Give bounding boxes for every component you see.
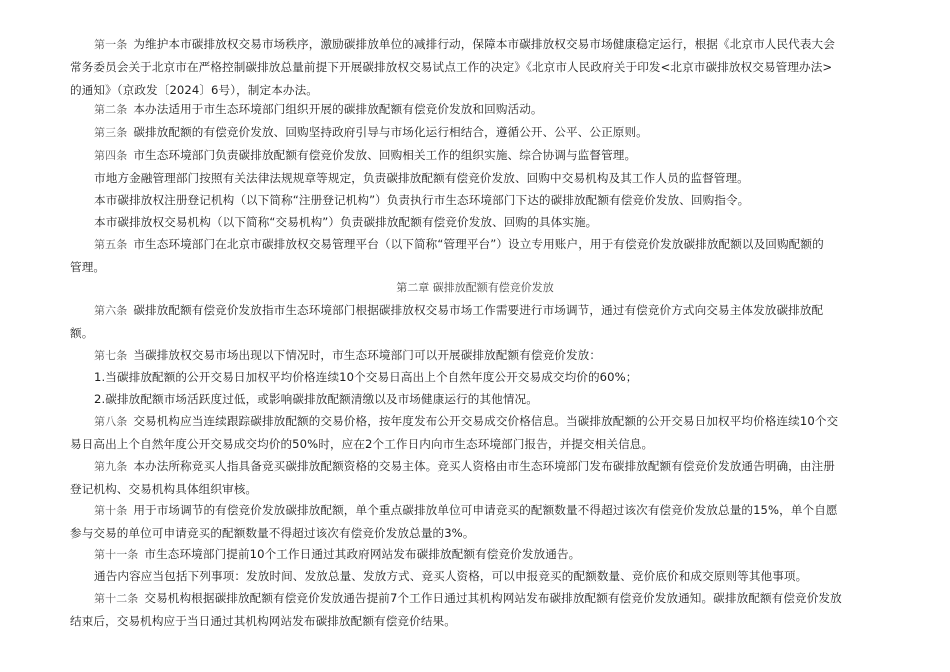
article-4-para-2 (70, 167, 882, 190)
article-7-item-2-text: 2.碳排放配额市场活跃度过低，或影响碳排放配额清缴以及市场健康运行的其他情况。 (94, 392, 538, 406)
article-7-text: 当碳排放权交易市场出现以下情况时，市生态环境部门可以开展碳排放配额有偿竞价发放： (133, 348, 602, 362)
article-11 (70, 543, 882, 566)
article-10 (70, 499, 882, 522)
article-12-cont (70, 610, 882, 633)
article-7-item-1 (70, 366, 882, 389)
article-4-para-3-text: 本市碳排放权注册登记机构（以下简称“注册登记机构”）负责执行市生态环境部门下达的碳排放配额有偿竞价发放、回购指令。 (94, 193, 750, 207)
article-11-text: 市生态环境部门提前10个工作日通过其政府网站发布碳排放配额有偿竞价发放通告。 (144, 547, 581, 561)
article-9 (70, 455, 882, 478)
article-4-para-4 (70, 211, 882, 234)
article-10-line-1: 用于市场调节的有偿竞价发放碳排放配额，单个重点碳排放单位可申请竞买的配额数量不得超过该次有偿竞价发放总量的15%，单个自愿 (133, 503, 838, 517)
article-2 (70, 98, 882, 121)
article-9-line-2: 登记机构、交易机构具体组织审核。 (70, 482, 258, 496)
article-10-line-2: 参与交易的单位可申请竞买的配额数量不得超过该次有偿竞价发放总量的3%。 (70, 526, 475, 540)
article-6-label: 第六条 (94, 304, 128, 317)
article-8-line-1: 交易机构应当连续跟踪碳排放配额的交易价格，按年度发布公开交易成交价格信息。当碳排放配额的公开交易日加权平均价格连续10个交 (133, 414, 839, 428)
article-7-item-2 (70, 388, 882, 411)
article-6 (70, 299, 882, 322)
article-11-para-2-text: 通告内容应当包括下列事项：发放时间、发放总量、发放方式、竞买人资格，可以申报竞买的配额数量、竞价底价和成交原则等其他事项。 (94, 569, 808, 583)
article-1-line-1: 为维护本市碳排放权交易市场秩序，激励碳排放单位的减排行动，保障本市碳排放权交易市场健康稳定运行，根据《北京市人民代表大会 (133, 37, 835, 51)
article-9-cont (70, 478, 882, 501)
article-11-para-2 (70, 565, 882, 588)
article-11-label: 第十一条 (94, 548, 139, 561)
article-1-label: 第一条 (94, 38, 128, 51)
article-4 (70, 144, 882, 167)
article-4-label: 第四条 (94, 149, 128, 162)
article-6-cont (70, 322, 882, 345)
article-7-item-1-text: 1.当碳排放配额的公开交易日加权平均价格连续10个交易日高出上个自然年度公开交易成交均价的60%； (94, 370, 638, 384)
article-6-line-1: 碳排放配额有偿竞价发放指市生态环境部门根据碳排放权交易市场工作需要进行市场调节，通过有偿竞价方式向交易主体发放碳排放配 (133, 303, 824, 317)
article-5-line-1: 市生态环境部门在北京市碳排放权交易管理平台（以下简称“管理平台”）设立专用账户，用于有偿竞价发放碳排放配额以及回购配额的 (133, 237, 824, 251)
article-1-line-2: 常务委员会关于北京市在严格控制碳排放总量前提下开展碳排放权交易试点工作的决定》《北京市人民政府关于印发<北京市碳排放权交易管理办法> (70, 60, 833, 74)
article-12-line-2: 结束后，交易机构应于当日通过其机构网站发布碳排放配额有偿竞价结果。 (70, 614, 456, 628)
article-2-text: 本办法适用于市生态环境部门组织开展的碳排放配额有偿竞价发放和回购活动。 (133, 102, 543, 116)
article-5 (70, 233, 882, 256)
chapter-2-title: 第二章 碳排放配额有偿竞价发放 (396, 281, 554, 294)
article-7-label: 第七条 (94, 349, 128, 362)
article-9-line-1: 本办法所称竞买人指具备竞买碳排放配额资格的交易主体。竞买人资格由市生态环境部门发布碳排放配额有偿竞价发放通告明确，由注册 (133, 459, 835, 473)
article-8-line-2: 易日高出上个自然年度公开交易成交均价的50%时，应在2个工作日内向市生态环境部门报告，并提交相关信息。 (70, 437, 654, 451)
article-1 (70, 33, 882, 56)
article-6-line-2: 额。 (70, 326, 94, 340)
article-8 (70, 410, 882, 433)
article-12-line-1: 交易机构根据碳排放配额有偿竞价发放通告提前7个工作日通过其机构网站发布碳排放配额有偿竞价发放通知。碳排放配额有偿竞价发放 (144, 591, 842, 605)
article-3-label: 第三条 (94, 126, 128, 139)
article-3-text: 碳排放配额的有偿竞价发放、回购坚持政府引导与市场化运行相结合，遵循公开、公平、公正原则。 (133, 125, 648, 139)
article-12-label: 第十二条 (94, 592, 139, 605)
article-4-para-3 (70, 189, 882, 212)
article-2-label: 第二条 (94, 103, 128, 116)
article-8-label: 第八条 (94, 415, 128, 428)
article-4-text: 市生态环境部门负责碳排放配额有偿竞价发放、回购相关工作的组织实施、综合协调与监督管理。 (133, 148, 637, 162)
article-3 (70, 121, 882, 144)
article-5-label: 第五条 (94, 238, 128, 251)
article-12 (70, 587, 882, 610)
article-1-line-3: 的通知》（京政发〔2024〕6号），制定本办法。 (70, 83, 318, 97)
article-10-cont (70, 522, 882, 545)
article-10-label: 第十条 (94, 504, 128, 517)
article-4-para-4-text: 本市碳排放权交易机构（以下简称“交易机构”）负责碳排放配额有偿竞价发放、回购的具体实施。 (94, 215, 598, 229)
article-7 (70, 344, 882, 367)
article-1-cont (70, 56, 882, 79)
article-4-para-2-text: 市地方金融管理部门按照有关法律法规规章等规定，负责碳排放配额有偿竞价发放、回购中交易机构及其工作人员的监督管理。 (94, 171, 749, 185)
article-8-cont (70, 433, 882, 456)
article-5-line-2: 管理。 (70, 260, 106, 274)
article-9-label: 第九条 (94, 460, 128, 473)
